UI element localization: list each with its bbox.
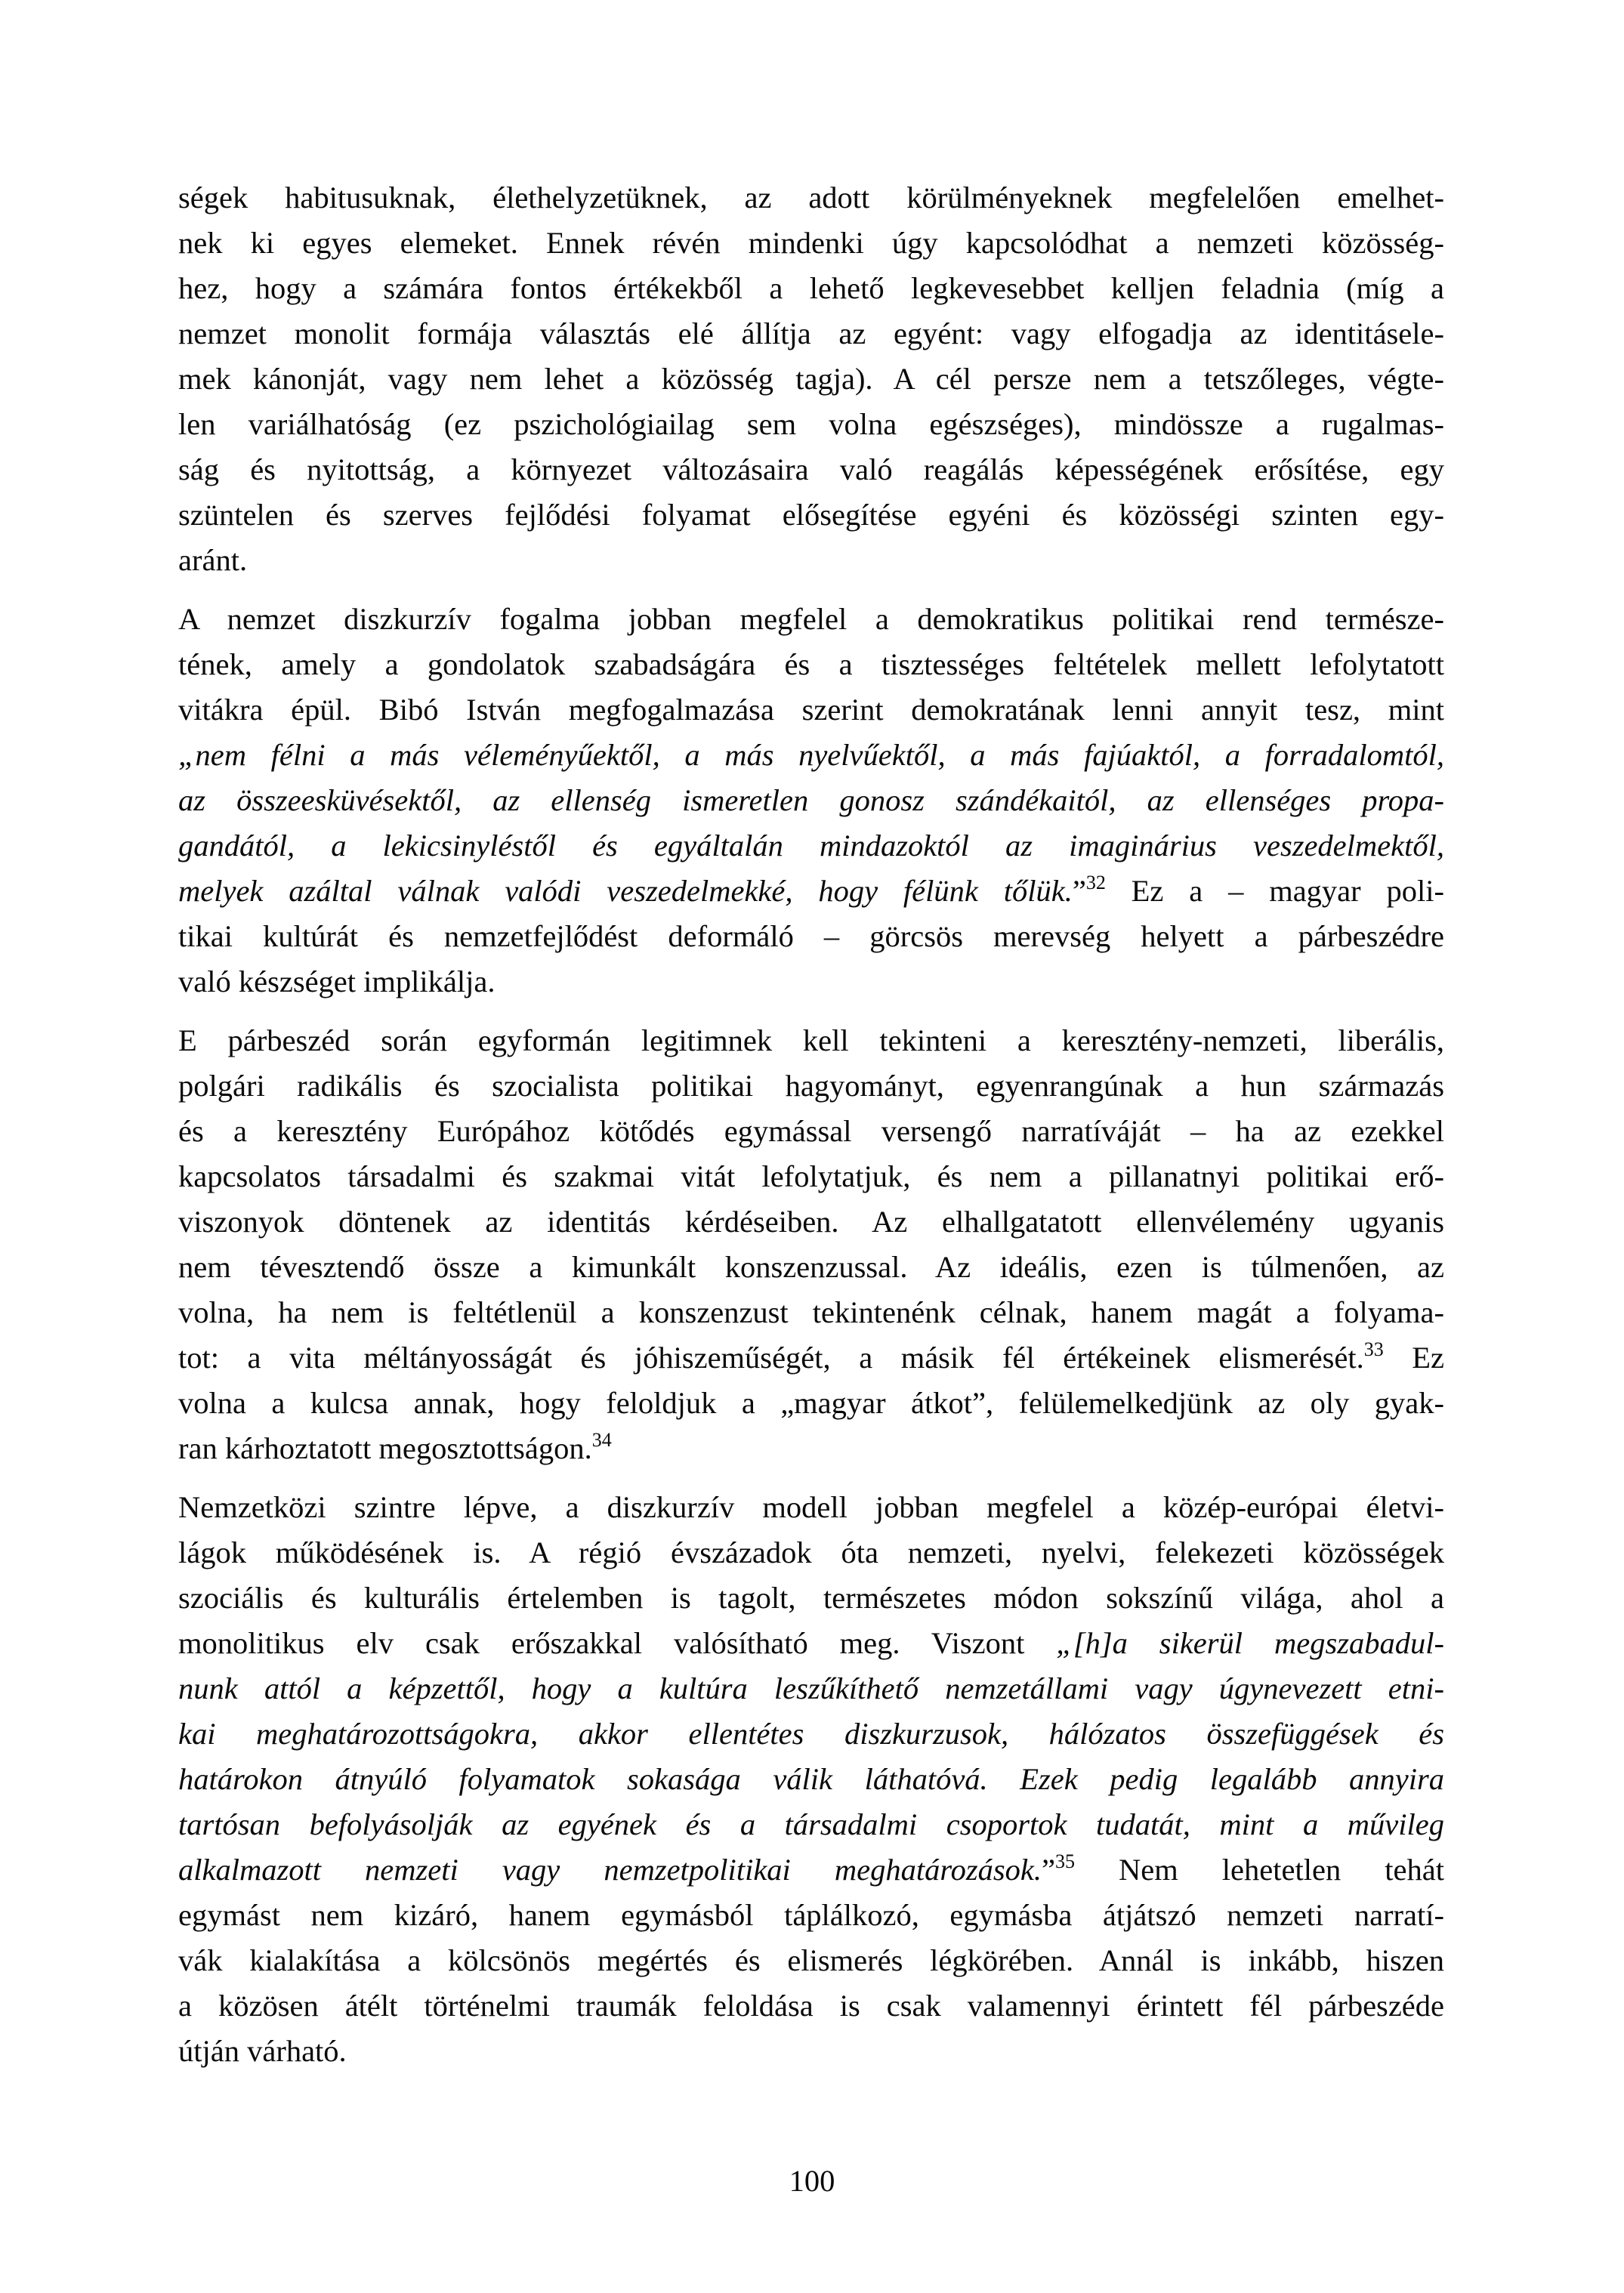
text-segment: viszonyok döntenek az identitás kérdéseiben. Az elhallgatatott ellenvélemény ugyanis [178,1205,1444,1239]
text-segment: egymást nem kizáró, hanem egymásból táplálkozó, egymásba átjátszó nemzeti narratí- [178,1898,1444,1932]
text-line [178,733,1444,778]
text-segment: ” [1041,1853,1055,1887]
text-line [178,778,1444,823]
text-line [178,914,1444,959]
page-number: 100 [789,2164,835,2198]
text-segment: szüntelen és szerves fejlődési folyamat elősegítése egyéni és közösségi szinten egy- [178,498,1444,532]
italic-quote-text: „[h]a sikerül megszabadul- [1056,1626,1444,1660]
text-line [178,2029,1444,2074]
paragraph [178,597,1444,1005]
text-segment: Ez [1383,1341,1444,1375]
text-segment: volna a kulcsa annak, hogy feloldjuk a „magyar átkot”, felülemelkedjünk az oly gyak- [178,1386,1444,1420]
text-line [178,1530,1444,1575]
text-line [178,1847,1444,1893]
text-segment: vák kialakítása a kölcsönös megértés és elismerés légkörében. Annál is inkább, hiszen [178,1943,1444,1977]
text-segment: Nemzetközi szintre lépve, a diszkurzív modell jobban megfelel a közép-európai életvi- [178,1490,1444,1524]
paragraph [178,1485,1444,2074]
text-line [178,1802,1444,1847]
text-line [178,1199,1444,1245]
footnote-reference: 34 [591,1429,612,1451]
text-segment: kapcsolatos társadalmi és szakmai vitát lefolytatjuk, és nem a pillanatnyi politikai erő- [178,1159,1444,1193]
text-line [178,1109,1444,1154]
text-segment: tikai kultúrát és nemzetfejlődést deformáló – görcsös merevség helyett a párbeszédre [178,919,1444,953]
text-line [178,1485,1444,1530]
italic-quote-text: határokon átnyúló folyamatok sokasága válik láthatóvá. Ezek pedig legalább annyira [178,1762,1444,1796]
text-line [178,1154,1444,1199]
text-line [178,1018,1444,1063]
italic-quote-text: alkalmazott nemzeti vagy nemzetpolitikai meghatározások. [178,1853,1042,1887]
text-line [178,642,1444,687]
text-segment: ran kárhoztatott megosztottságon. [178,1431,592,1465]
text-line [178,1757,1444,1802]
text-line [178,356,1444,402]
text-segment: len variálhatóság (ez pszichológiailag sem volna egészséges), mindössze a rugalmas- [178,407,1444,441]
italic-quote-text: „nem félni a más véleményűektől, a más nyelvűektől, a más fajúaktól, a forradalomtól, [178,738,1444,772]
text-segment: vitákra épül. Bibó István megfogalmazása szerint demokratának lenni annyit tesz, mint [178,693,1444,727]
text-line [178,447,1444,492]
text-line [178,1063,1444,1109]
text-segment: ” [1072,874,1086,908]
document-page [178,175,1444,2088]
italic-quote-text: az összeesküvésektől, az ellenség ismeretlen gonosz szándékaitól, az ellenséges propa- [178,783,1444,817]
text-line [178,959,1444,1005]
footnote-reference: 33 [1363,1338,1384,1360]
text-segment: polgári radikális és szocialista politikai hagyományt, egyenrangúnak a hun származás [178,1069,1444,1103]
paragraph [178,1018,1444,1471]
italic-quote-text: nunk attól a képzettől, hogy a kultúra leszűkíthető nemzetállami vagy úgynevezett etni- [178,1671,1444,1705]
text-line [178,221,1444,266]
text-line [178,1711,1444,1757]
text-segment: nem tévesztendő össze a kimunkált konszenzussal. Az ideális, ezen is túlmenően, az [178,1250,1444,1284]
text-segment: tot: a vita méltányosságát és jóhiszeműségét, a másik fél értékeinek elismerését. [178,1341,1364,1375]
paragraph [178,175,1444,583]
footnote-reference: 35 [1054,1850,1075,1872]
text-segment: ségek habitusuknak, élethelyzetüknek, az adott körülményeknek megfelelően emelhet- [178,181,1444,214]
text-line [178,1245,1444,1290]
text-line [178,538,1444,583]
text-line [178,1983,1444,2029]
text-segment: Nem lehetetlen tehát [1074,1853,1444,1887]
body-text [178,175,1444,2074]
text-line [178,1893,1444,1938]
italic-quote-text: gandától, a lekicsinyléstől és egyáltalán mindazoktól az imaginárius veszedelmektől, [178,829,1444,863]
text-line [178,1575,1444,1621]
text-segment: mek kánonját, vagy nem lehet a közösség tagja). A cél persze nem a tetszőleges, végte- [178,362,1444,396]
text-line [178,1335,1444,1381]
text-segment: való készséget implikálja. [178,964,496,998]
text-line [178,687,1444,733]
text-line [178,823,1444,869]
text-segment: hez, hogy a számára fontos értékekből a lehető legkevesebbet kelljen feladnia (míg a [178,271,1444,305]
text-line [178,1666,1444,1711]
text-line [178,869,1444,914]
text-segment: útján várható. [178,2034,347,2068]
italic-quote-text: tartósan befolyásolják az egyének és a társadalmi csoportok tudatát, mint a művileg [178,1807,1444,1841]
text-line [178,175,1444,221]
text-line [178,597,1444,642]
text-segment: a közösen átélt történelmi traumák feloldása is csak valamennyi érintett fél párbeszéde [178,1989,1444,2023]
text-segment: A nemzet diszkurzív fogalma jobban megfelel a demokratikus politikai rend természe- [178,602,1444,636]
text-segment: szociális és kulturális értelemben is tagolt, természetes módon sokszínű világa, ahol a [178,1581,1444,1615]
text-segment: E párbeszéd során egyformán legitimnek kell tekinteni a keresztény-nemzeti, liberális, [178,1023,1444,1057]
text-line [178,1426,1444,1471]
text-line [178,1938,1444,1983]
italic-quote-text: melyek azáltal válnak valódi veszedelmekké, hogy félünk tőlük. [178,874,1073,908]
text-line [178,492,1444,538]
footnote-reference: 32 [1085,872,1106,893]
text-segment: lágok működésének is. A régió évszázadok óta nemzeti, nyelvi, felekezeti közösségek [178,1535,1444,1569]
text-line [178,266,1444,311]
text-line [178,311,1444,356]
text-segment: tének, amely a gondolatok szabadságára és a tisztességes feltételek mellett lefolytatott [178,647,1444,681]
text-segment: volna, ha nem is feltétlenül a konszenzust tekintenénk célnak, hanem magát a folyama- [178,1295,1444,1329]
text-segment: aránt. [178,543,248,577]
text-segment: nemzet monolit formája választás elé állítja az egyént: vagy elfogadja az identitásele- [178,316,1444,350]
text-segment: nek ki egyes elemeket. Ennek révén mindenki úgy kapcsolódhat a nemzeti közösség- [178,226,1444,260]
text-segment: ság és nyitottság, a környezet változásaira való reagálás képességének erősítése, egy [178,452,1444,486]
text-segment: monolitikus elv csak erőszakkal valósítható meg. Viszont [178,1626,1057,1660]
text-line [178,402,1444,447]
text-segment: Ez a – magyar poli- [1105,874,1444,908]
italic-quote-text: kai meghatározottságokra, akkor ellentétes diszkurzusok, hálózatos összefüggések és [178,1717,1444,1751]
text-line [178,1290,1444,1335]
text-segment: és a keresztény Európához kötődés egymással versengő narratíváját – ha az ezekkel [178,1114,1444,1148]
text-line [178,1621,1444,1666]
text-line [178,1381,1444,1426]
